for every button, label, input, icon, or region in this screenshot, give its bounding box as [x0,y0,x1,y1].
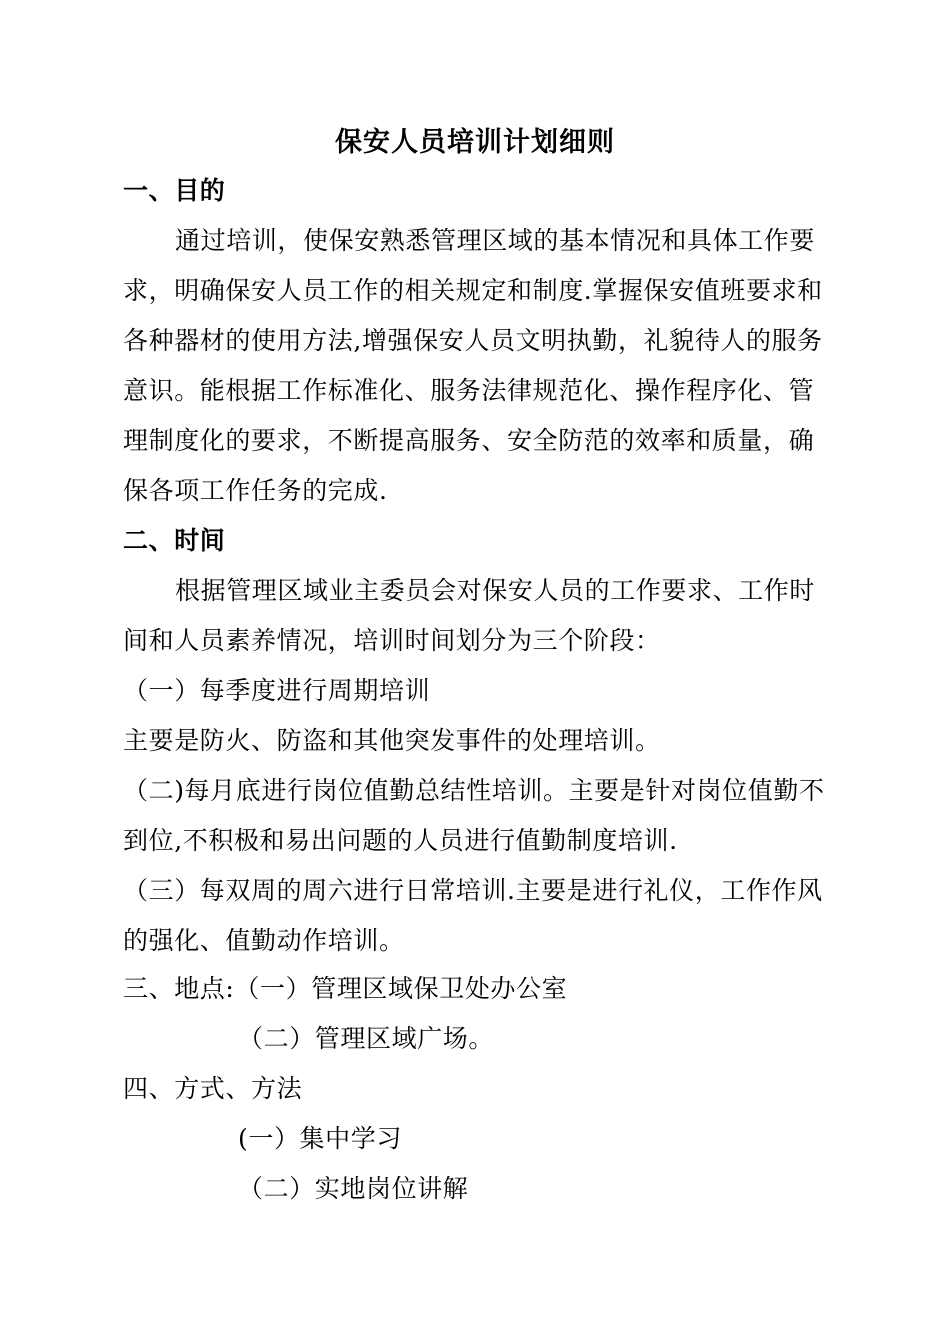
document-title: 保安人员培训计划细则 [335,127,615,158]
section1-line-4: 意识。能根据工作标准化、服务法律规范化、操作程序化、管 [123,376,815,405]
section1-line-6: 保各项工作任务的完成. [123,476,388,505]
section1-heading: 一、目的 [123,176,226,205]
section1-line-3: 各种器材的使用方法,增强保安人员文明执勤，礼貌待人的服务 [123,326,823,355]
section2-line-8: 的强化、值勤动作培训。 [123,926,405,955]
section3-location-1: 三、地点:（一）管理区域保卫处办公室 [123,974,568,1003]
section2-line-6: 到位,不积极和易出问题的人员进行值勤制度培训. [123,826,678,855]
section2-line-7: （三）每双周的周六进行日常培训.主要是进行礼仪，工作作风 [123,876,823,905]
section4-item-1: (一）集中学习 [238,1124,402,1153]
section2-heading: 二、时间 [123,526,226,555]
section2-line-1: 根据管理区域业主委员会对保安人员的工作要求、工作时 [175,576,816,605]
section2-line-4: 主要是防火、防盗和其他突发事件的处理培训。 [123,726,661,755]
section1-line-1: 通过培训，使保安熟悉管理区域的基本情况和具体工作要 [175,226,816,255]
section4-item-2: （二）实地岗位讲解 [238,1174,469,1203]
section2-line-5: （二)每月底进行岗位值勤总结性培训。主要是针对岗位值勤不 [123,776,825,805]
section2-line-2: 间和人员素养情况，培训时间划分为三个阶段： [123,626,661,655]
section4-heading: 四、方式、方法 [123,1074,303,1103]
section2-line-3: （一）每季度进行周期培训 [123,676,431,705]
section1-line-2: 求，明确保安人员工作的相关规定和制度.掌握保安值班要求和 [123,276,823,305]
section1-line-5: 理制度化的要求，不断提高服务、安全防范的效率和质量，确 [123,426,815,455]
section3-location-2: （二）管理区域广场。 [238,1024,495,1053]
